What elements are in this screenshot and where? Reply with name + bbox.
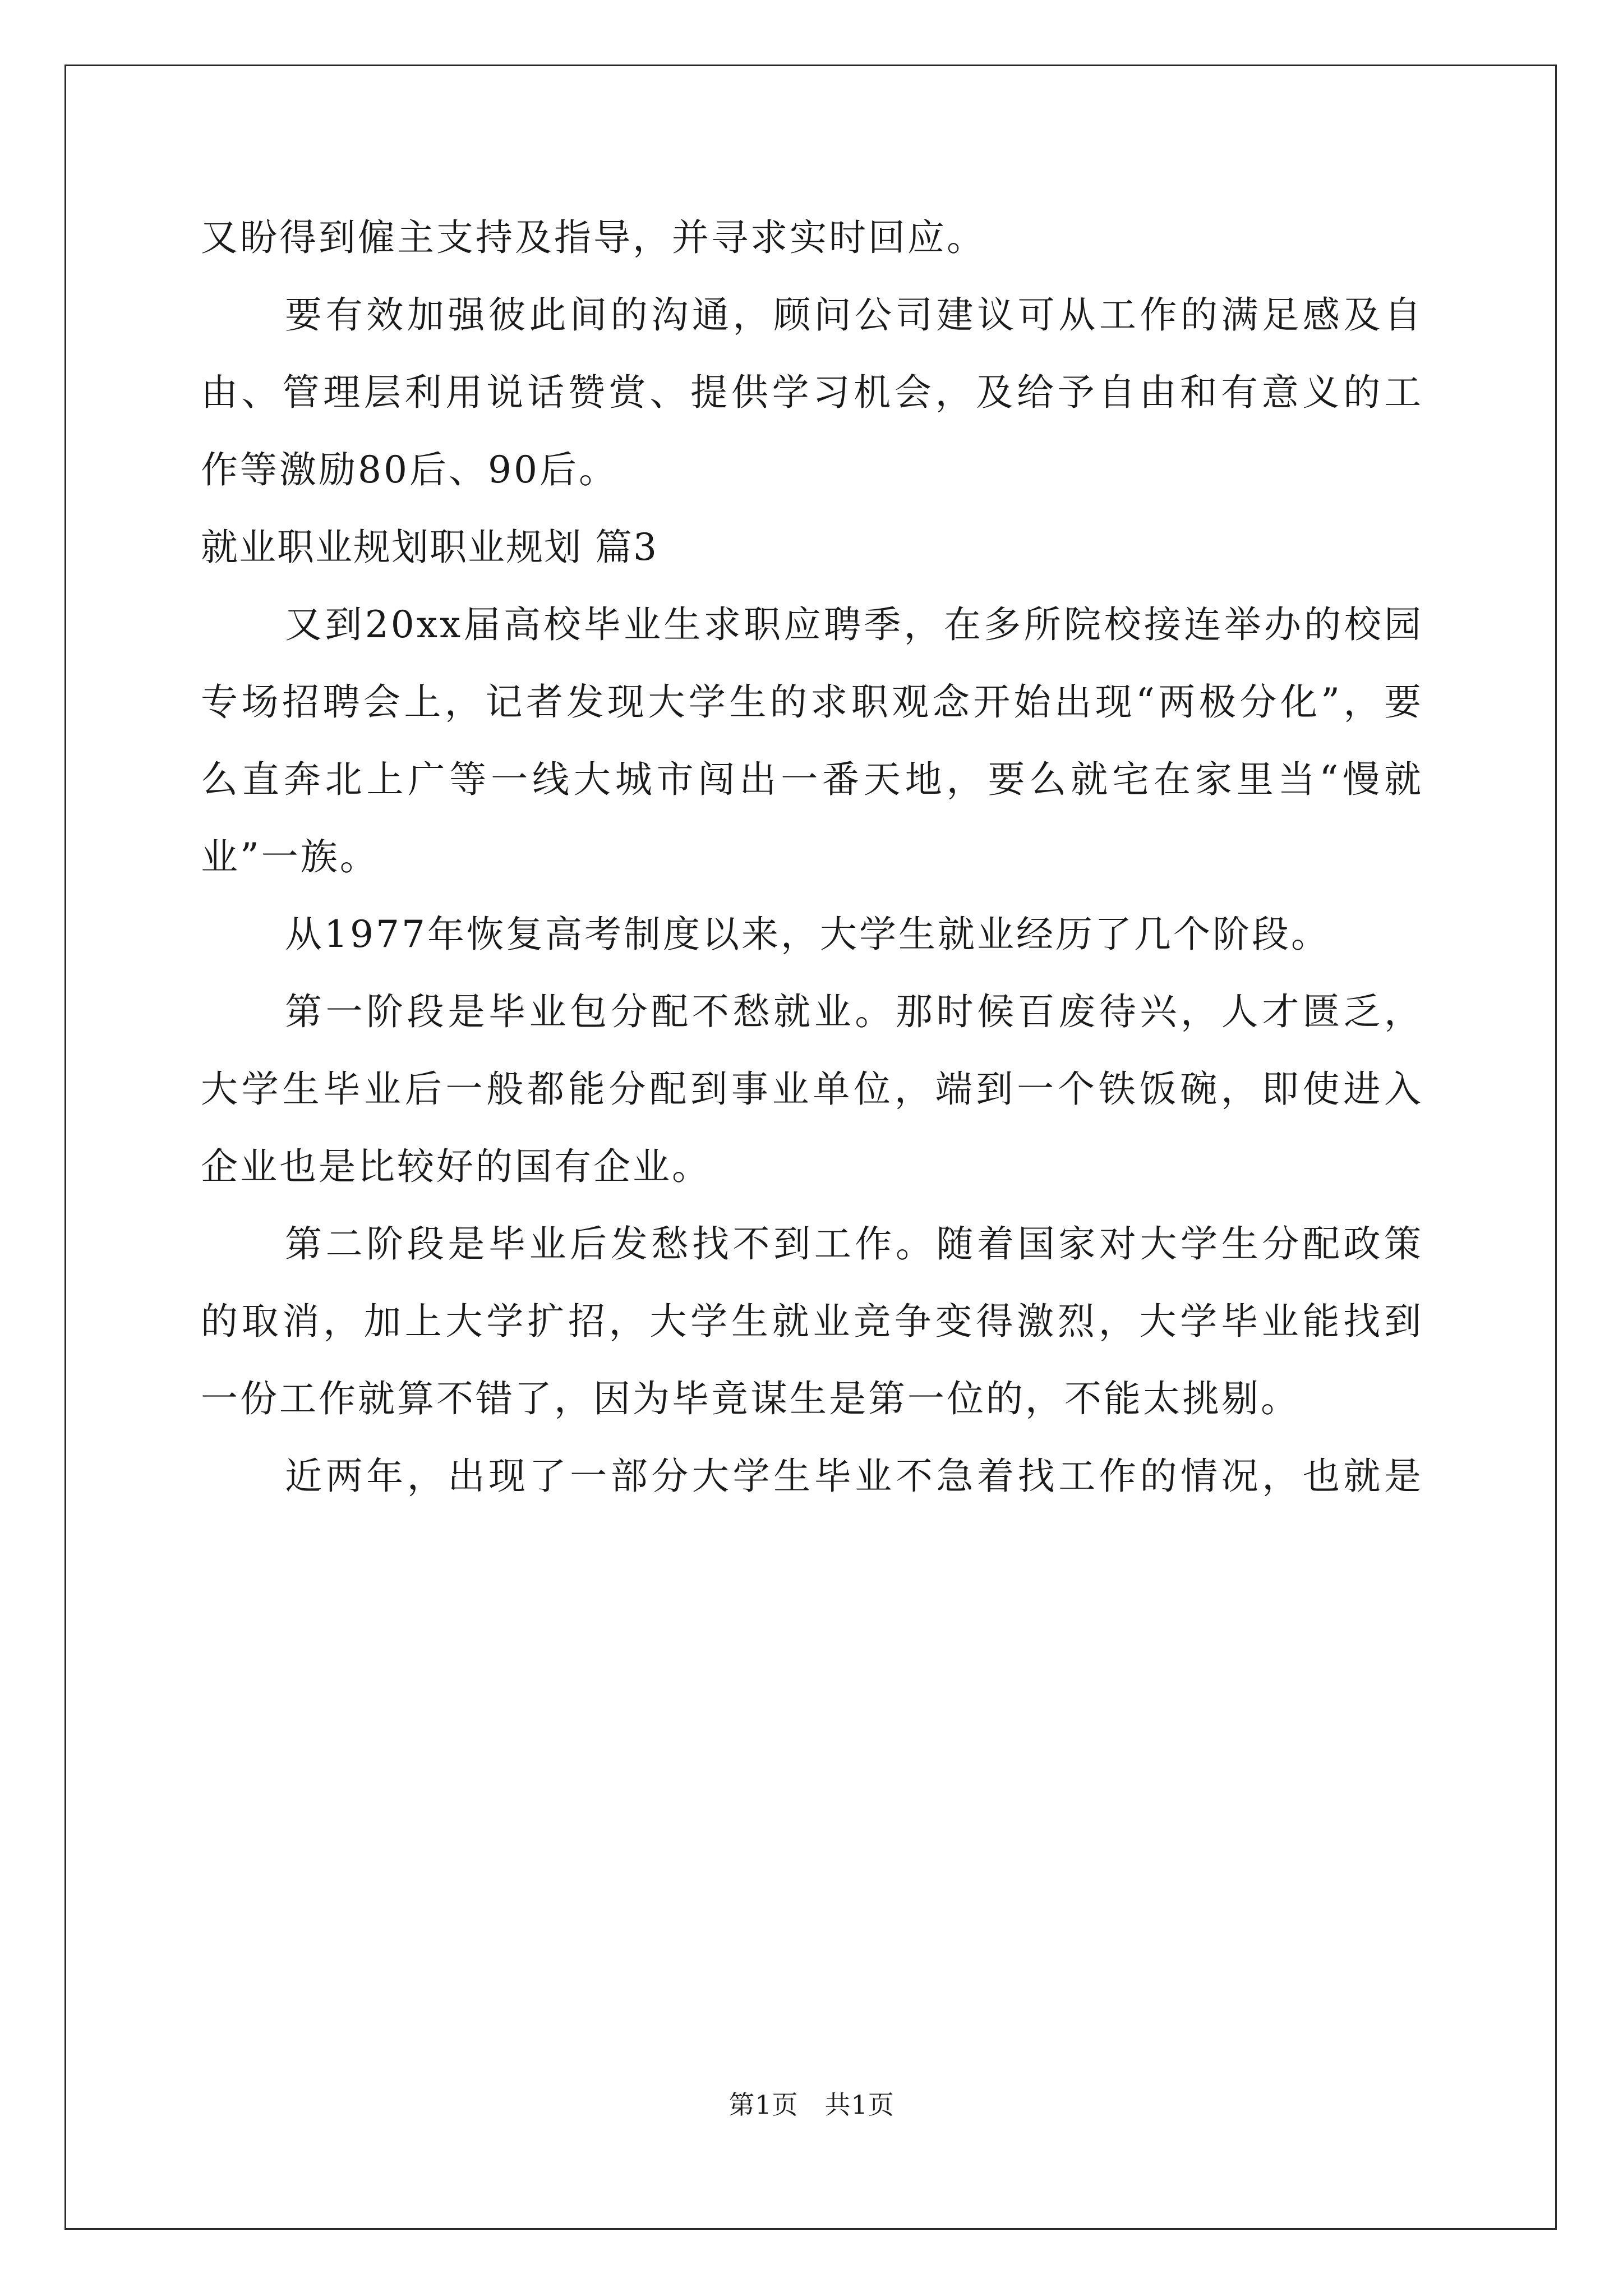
paragraph-line: 近两年，出现了一部分大学生毕业不急着找工作的情况，也就是	[285, 1455, 1423, 1498]
paragraph-line: 作等激励80后、90后。	[201, 448, 618, 491]
paragraph-line: 企业也是比较好的国有企业。	[201, 1145, 711, 1188]
paragraph-line: 由、管理层利用说话赞赏、提供学习机会，及给予自由和有意义的工	[201, 371, 1423, 414]
section-heading: 就业职业规划职业规划 篇3	[201, 526, 658, 569]
paragraph-line: 又到20xx届高校毕业生求职应聘季，在多所院校接连举办的校园	[285, 603, 1423, 646]
paragraph-line: 的取消，加上大学扩招，大学生就业竞争变得激烈，大学毕业能找到	[201, 1300, 1423, 1343]
paragraph-line: 专场招聘会上，记者发现大学生的求职观念开始出现“两极分化”，要	[201, 680, 1423, 724]
paragraph-line: 第二阶段是毕业后发愁找不到工作。随着国家对大学生分配政策	[285, 1222, 1423, 1266]
paragraph-line: 第一阶段是毕业包分配不愁就业。那时候百废待兴，人才匮乏，	[285, 990, 1423, 1033]
paragraph-line: 从1977年恢复高考制度以来，大学生就业经历了几个阶段。	[285, 913, 1330, 956]
paragraph-line: 一份工作就算不错了，因为毕竟谋生是第一位的，不能太挑剔。	[201, 1377, 1300, 1420]
paragraph-line: 么直奔北上广等一线大城市闯出一番天地，要么就宅在家里当“慢就	[201, 758, 1423, 801]
paragraph-line: 业”一族。	[201, 835, 379, 878]
paragraph-line: 要有效加强彼此间的沟通，顾问公司建议可从工作的满足感及自	[285, 293, 1423, 337]
page-footer: 第1页 共1页	[728, 2090, 895, 2120]
document-body	[201, 199, 1423, 1515]
paragraph-line: 大学生毕业后一般都能分配到事业单位，端到一个铁饭碗，即使进入	[201, 1068, 1423, 1111]
paragraph-line: 又盼得到僱主支持及指导，并寻求实时回应。	[201, 216, 986, 259]
